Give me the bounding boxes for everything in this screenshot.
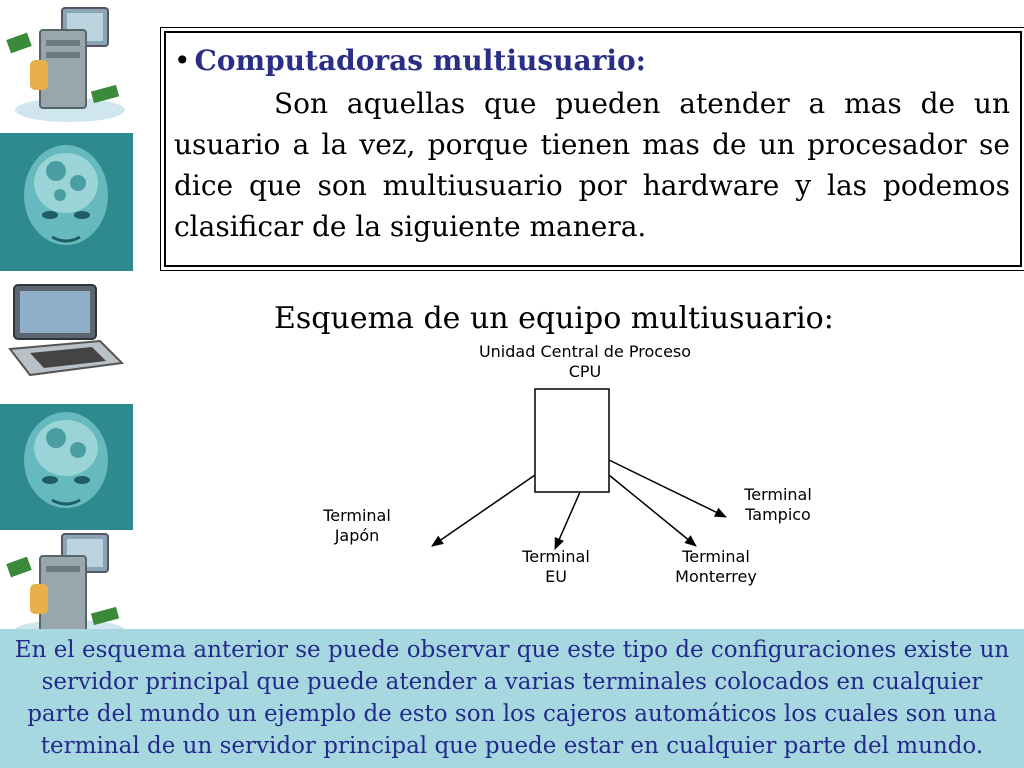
laptop-icon	[0, 271, 133, 404]
sidebar-images	[0, 0, 133, 640]
terminal-eu-label	[514, 547, 598, 587]
terminal-tampico-line2: Tampico	[745, 505, 811, 524]
slide-heading	[174, 43, 1010, 79]
computer-parts-icon	[0, 530, 133, 640]
arrow-monterrey	[609, 475, 696, 546]
terminal-japon-line1: Terminal	[323, 506, 391, 525]
multiuser-diagram	[300, 335, 860, 600]
terminal-monterrey-label	[668, 547, 764, 587]
cpu-box	[535, 389, 609, 492]
terminal-monterrey-line1: Terminal	[682, 547, 750, 566]
scheme-title: Esquema de un equipo multiusuario:	[274, 301, 834, 336]
gear-head-icon	[0, 133, 133, 271]
heading-text: Computadoras multiusuario:	[194, 44, 646, 77]
footer-explanation: En el esquema anterior se puede observar que este tipo de configuraciones existe un servidor principal que puede atender a varias terminales colocados en cualquier parte del mundo un ejemplo de esto son los cajeros automáticos los cuales son una terminal de un servidor principal que puede estar en cualquier parte del mundo.	[0, 629, 1024, 768]
terminal-eu-line1: Terminal	[522, 547, 590, 566]
cpu-label-line2: CPU	[568, 362, 602, 381]
terminal-tampico-label	[730, 485, 826, 525]
definition-paragraph: Son aquellas que pueden atender a mas de un usuario a la vez, porque tienen mas de un procesador se dice que son multiusuario por hardware y las podemos clasificar de la siguiente manera.	[174, 87, 1010, 243]
terminal-japon-label	[320, 506, 394, 546]
definition-box	[160, 27, 1024, 271]
arrow-japon	[432, 475, 535, 546]
terminal-japon-line2: Japón	[334, 526, 380, 545]
computer-parts-icon	[0, 0, 133, 133]
terminal-tampico-line1: Terminal	[744, 485, 812, 504]
cpu-label-line1: Unidad Central de Proceso	[478, 342, 692, 361]
terminal-monterrey-line2: Monterrey	[675, 567, 757, 586]
gear-head-icon	[0, 404, 133, 530]
arrow-eu	[555, 492, 580, 549]
terminal-eu-line2: EU	[545, 567, 567, 586]
definition-inner	[164, 31, 1022, 267]
cpu-label	[475, 342, 695, 382]
heading-bullet: •	[174, 44, 191, 77]
